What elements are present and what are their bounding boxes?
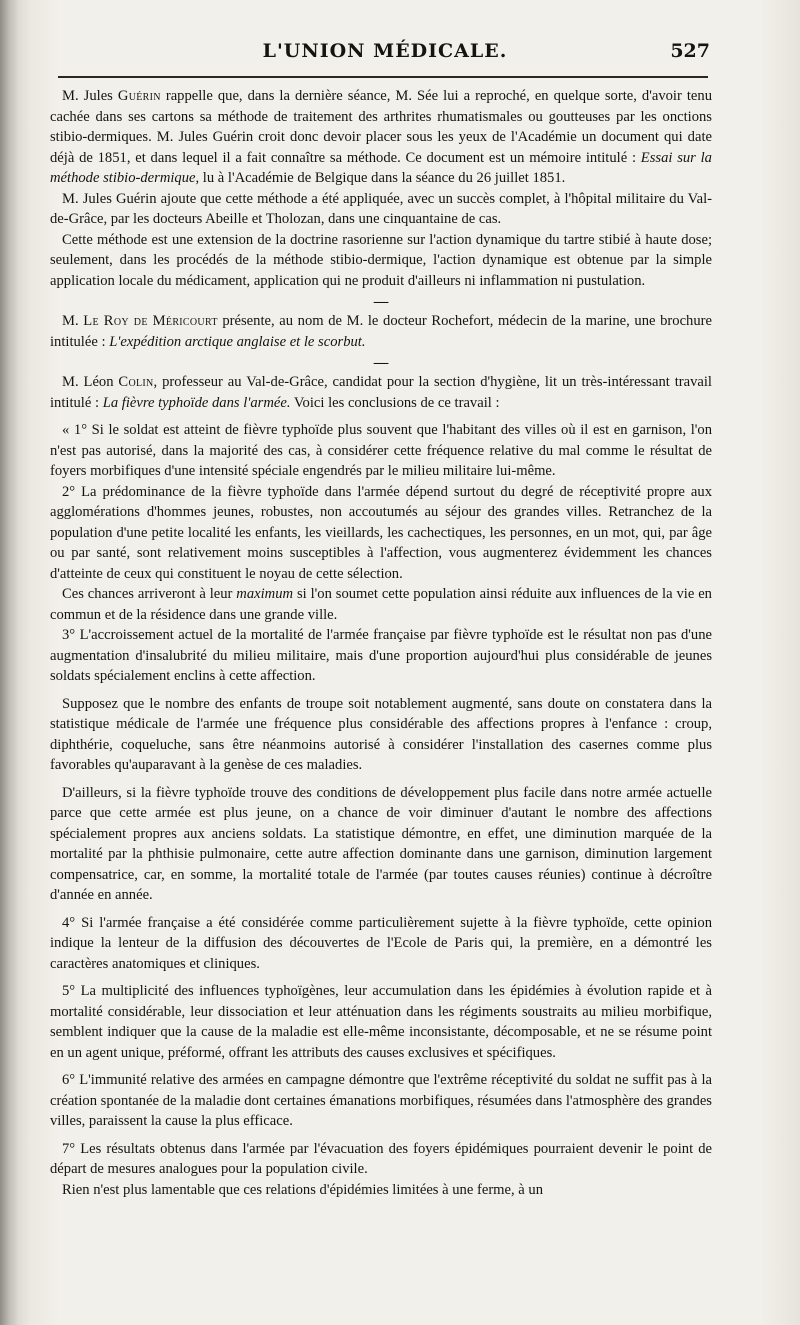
paragraph-rien: Rien n'est plus lamentable que ces relations d'épidémies limitées à une ferme, à un bbox=[62, 1181, 544, 1198]
text-run: M. bbox=[62, 313, 84, 329]
speaker-name: Le Roy de Méricourt bbox=[83, 313, 218, 329]
paragraph-maximum bbox=[50, 584, 712, 625]
conclusion-6: 6° L'immunité relative des armées en campagne démontre que l'extrême réceptivité du soldat ne suffit pas à la création spontanée de la maladie dont certaines émanations morbifiques, résumées dans l'atmosphère des grandes villes, paraissent la cause la plus efficace. bbox=[50, 1072, 712, 1129]
conclusion-2: 2° La prédominance de la fièvre typhoïde dans l'armée dépend surtout du degré de réceptivité propre aux agglomérations d'hommes jeunes, robustes, non accoutumés au séjour des grandes villes. Retranchez de la population d'une petite localité les enfants, les vieillards, les cachectiques, les personnes, en un mot, qui, par âge ou par santé, sont relativement moins susceptibles à l'affection, vous augmenterez évidemment les chances d'atteinte de ceux qui constituent le noyau de cette sélection. bbox=[50, 483, 712, 582]
speaker-name: Colin bbox=[118, 374, 154, 390]
journal-title: L'UNION MÉDICALE. bbox=[262, 40, 508, 62]
text-run: Voici les conclusions de ce travail : bbox=[290, 394, 500, 411]
paragraph-guerin-application: M. Jules Guérin ajoute que cette méthode a été appliquée, avec un succès complet, à l'hôpital militaire du Val-de-Grâce, par les docteurs Abeille et Tholozan, dans une cinquantaine de cas. bbox=[50, 190, 712, 227]
paragraph-enfants: Supposez que le nombre des enfants de troupe soit notablement augmenté, sans doute on constatera dans la statistique médicale de l'armée une fréquence plus considérable des affections propres à l'enfance : croup, diphthérie, coqueluche, sans être néanmoins autorisé à considérer l'installation des casernes comme plus favorables qu'auparavant à la genèse de ces maladies. bbox=[50, 695, 712, 773]
running-head bbox=[60, 40, 710, 70]
article-body bbox=[50, 86, 712, 1200]
text-run: Ces chances arriveront à leur bbox=[62, 586, 237, 602]
conclusion-1: « 1° Si le soldat est atteint de fièvre typhoïde plus souvent que l'habitant des villes où il est en garnison, l'on n'est pas autorisé, dans la majorité des cas, à considérer cette fréquence relative du mal comme le résultat de foyers morbifiques d'une intensité spéciale engendrés par le milieu militaire lui-même. bbox=[50, 422, 712, 479]
paragraph-colin bbox=[50, 372, 712, 413]
header-rule bbox=[58, 76, 708, 78]
text-run: , professeur au Val-de-Grâce, candidat pour la section d'hygiène, lit un très-intéressant travail intitulé : bbox=[50, 374, 712, 411]
emphasis: maximum bbox=[236, 586, 294, 602]
text-run: présente, au nom de M. le docteur Rochefort, médecin de la marine, une brochure intitulée : bbox=[50, 313, 712, 350]
text-run: M. Jules bbox=[62, 88, 118, 104]
conclusion-4: 4° Si l'armée française a été considérée comme particulièrement sujette à la fièvre typhoïde, cette opinion indique la lenteur de la diffusion des découvertes de l'Ecole de Paris qui, la première, en a démontré les caractères anatomiques et cliniques. bbox=[50, 914, 712, 972]
section-separator: — bbox=[373, 355, 389, 371]
page-number: 527 bbox=[670, 40, 710, 62]
conclusion-5: 5° La multiplicité des influences typhoïgènes, leur accumulation dans les épidémies à évolution rapide et à mortalité considérable, leur dissociation et leur atténuation dans les régiments soustraits au milieu morbifique, semblent indiquer que la cause de la maladie est elle-même inconsistante, décomposable, et ne se résume point en un agent unique, préformé, offrant les attributs des causes exclusives et spécifiques. bbox=[50, 983, 712, 1061]
conclusion-3: 3° L'accroissement actuel de la mortalité de l'armée française par fièvre typhoïde est le résultat non pas d'une augmentation d'insalubrité du milieu militaire, mais d'une proportion aujourd'hui plus considérable de jeunes soldats spécialement enclins à cette affection. bbox=[50, 627, 712, 684]
section-separator: — bbox=[373, 294, 389, 310]
text-run: lu à l'Académie de Belgique dans la séance du 26 juillet 1851. bbox=[199, 170, 566, 186]
conclusion-7: 7° Les résultats obtenus dans l'armée par l'évacuation des foyers épidémiques pourraient devenir le point de départ de mesures analogues pour la population civile. bbox=[50, 1140, 712, 1177]
memoir-title: Essai sur la méthode stibio-dermique, bbox=[50, 149, 712, 186]
work-title: La fièvre typhoïde dans l'armée. bbox=[102, 394, 291, 411]
paragraph-le-roy bbox=[50, 311, 712, 352]
text-run: M. Léon bbox=[62, 374, 119, 390]
paragraph-ailleurs: D'ailleurs, si la fièvre typhoïde trouve des conditions de développement plus facile dans notre armée actuelle parce que cette armée est plus jeune, on a chance de voir diminuer d'autant le nombre des affections spécialement propres aux anciens soldats. La statistique démontre, en effet, une diminution marquée de la mortalité par la phthisie pulmonaire, cette autre affection dominante dans une garnison, diminution largement compensatrice, car, en somme, la mortalité totale de l'armée (par toutes causes réunies) continue à décroître d'année en année. bbox=[50, 784, 712, 903]
brochure-title: L'expédition arctique anglaise et le scorbut. bbox=[109, 333, 366, 350]
text-run: rappelle que, dans la dernière séance, M. Sée lui a reproché, en quelque sorte, d'avoir tenu cachée dans ses cartons sa méthode de traitement des arthrites rhumatismales ou goutteuses par les onctions stibio-dermiques. M. Jules Guérin croit donc devoir placer sous les yeux de l'Académie un document qui date déjà de 1851, et dans lequel il a fait connaître sa méthode. Ce document est un mémoire intitulé : bbox=[50, 88, 712, 166]
text-run: si l'on soumet cette population ainsi réduite aux influences de la vie en commun et de la résidence dans une grande ville. bbox=[50, 586, 712, 623]
paragraph-guerin-method: Cette méthode est une extension de la doctrine rasorienne sur l'action dynamique du tartre stibié à haute dose; seulement, dans les procédés de la méthode stibio-dermique, l'action dynamique est obtenue par la simple application locale du médicament, application qui ne produit d'ailleurs ni inflammation ni pustulation. bbox=[50, 231, 712, 289]
page-gutter-edge bbox=[0, 0, 18, 1325]
speaker-name: Guérin bbox=[117, 88, 161, 104]
paragraph-guerin-intro bbox=[50, 86, 712, 189]
